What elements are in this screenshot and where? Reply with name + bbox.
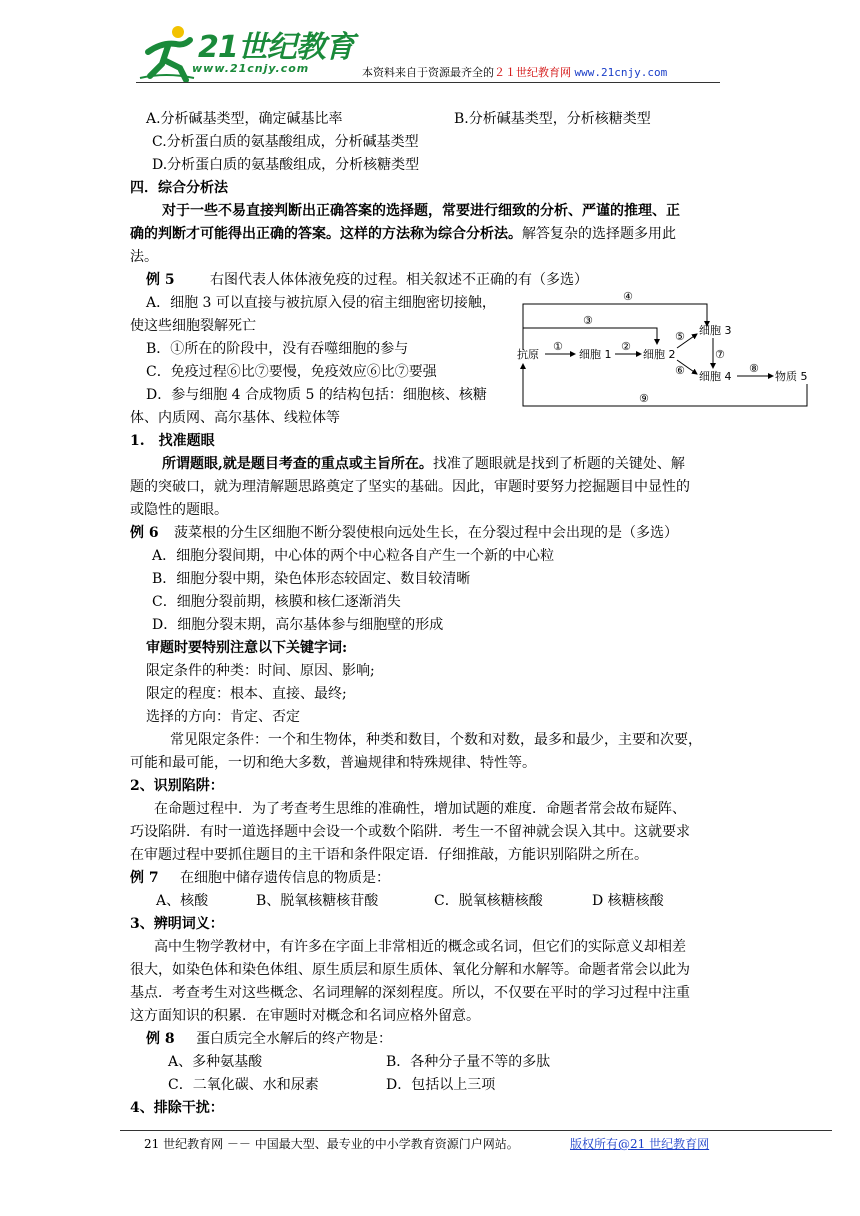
site-logo bbox=[136, 22, 354, 84]
example-7-option-d: D 核糖核酸 bbox=[592, 893, 664, 909]
prev-option-b: B.分析碱基类型，分析核糖类型 bbox=[454, 111, 651, 127]
example-8-option-b: B．各种分子量不等的多肽 bbox=[386, 1054, 551, 1070]
point-3-line-4: 这方面知识的积累．在审题时对概念和名词应格外留意。 bbox=[130, 1008, 480, 1024]
point-1-rest: 找准了题眼就是找到了析题的关键处、解 bbox=[432, 456, 685, 472]
diagram-step-3: ③ bbox=[583, 314, 593, 327]
point-4-heading: 4、排除干扰： bbox=[130, 1100, 224, 1116]
header-source-url[interactable]: www.21cnjy.com bbox=[574, 66, 668, 79]
keyword-line-3: 选择的方向：肯定、否定 bbox=[146, 709, 300, 725]
point-1-line-3: 或隐性的题眼。 bbox=[130, 502, 228, 518]
point-1-heading: 1. 找准题眼 bbox=[130, 433, 215, 449]
diagram-cell-1: 细胞 1 bbox=[579, 348, 612, 361]
prev-option-c: C.分析蛋白质的氨基酸组成，分析碱基类型 bbox=[152, 134, 419, 150]
point-3-line-3: 基点．考查考生对这些概念、名词理解的深刻程度。所以，不仅要在平时的学习过程中注重 bbox=[130, 985, 690, 1001]
example-7-stem: 在细胞中储存遗传信息的物质是： bbox=[180, 870, 390, 886]
example-6-option-c: C．细胞分裂前期，核膜和核仁逐渐消失 bbox=[152, 594, 401, 610]
example-6-option-a: A．细胞分裂间期，中心体的两个中心粒各自产生一个新的中心粒 bbox=[152, 548, 555, 564]
section-paragraph-end: 法。 bbox=[130, 249, 158, 265]
footer-divider bbox=[120, 1130, 832, 1131]
example-5-option-b: B．①所在的阶段中，没有吞噬细胞的参与 bbox=[146, 341, 409, 357]
example-5-stem: 右图代表人体体液免疫的过程。相关叙述不正确的有（多选） bbox=[210, 272, 588, 288]
section-paragraph-tail: 解答复杂的选择题多用此 bbox=[522, 226, 676, 242]
example-5-option-d: D．参与细胞 4 合成物质 5 的结构包括：细胞核、核糖 bbox=[146, 387, 487, 403]
example-8-option-c: C．二氧化碳、水和尿素 bbox=[168, 1077, 319, 1093]
keywords-heading: 审题时要特别注意以下关键字词: bbox=[146, 640, 348, 656]
point-2-heading: 2、识别陷阱： bbox=[130, 778, 224, 794]
diagram-step-2: ② bbox=[621, 340, 631, 353]
section-paragraph-bold-1: 对于一些不易直接判断出正确答案的选择题，常要进行细致的分析、严谨的推理、正 bbox=[162, 203, 680, 219]
point-3-heading: 3、辨明词义： bbox=[130, 916, 224, 932]
example-6-label: 例 6 bbox=[130, 525, 159, 541]
point-2-line-2: 巧设陷阱．有时一道选择题中会设一个或数个陷阱．考生一不留神就会误入其中。这就要求 bbox=[130, 824, 690, 840]
prev-option-a: A.分析碱基类型，确定碱基比率 bbox=[146, 111, 343, 127]
point-2-line-1: 在命题过程中．为了考查考生思维的准确性，增加试题的难度．命题者常会故布疑阵、 bbox=[154, 801, 686, 817]
example-7-option-c: C．脱氧核糖核酸 bbox=[434, 893, 543, 909]
example-5-option-c: C．免疫过程⑥比⑦要慢，免疫效应⑥比⑦要强 bbox=[146, 364, 437, 380]
example-7-option-a: A、核酸 bbox=[156, 893, 209, 909]
header-divider bbox=[136, 82, 720, 83]
keyword-line-2: 限定的程度：根本、直接、最终; bbox=[146, 686, 347, 702]
point-1-line-1 bbox=[162, 453, 685, 475]
section-paragraph-line-2 bbox=[130, 223, 676, 245]
example-5-option-a: A．细胞 3 可以直接与被抗原入侵的宿主细胞密切接触， bbox=[146, 295, 496, 311]
point-3-line-1: 高中生物学教材中，有许多在字面上非常相近的概念或名词，但它们的实际意义却相差 bbox=[154, 939, 686, 955]
common-conditions-line-1: 常见限定条件：一个和生物体，种类和数目，个数和对数，最多和最少，主要和次要， bbox=[170, 732, 702, 748]
example-6-option-d: D．细胞分裂末期，高尔基体参与细胞壁的形成 bbox=[152, 617, 444, 633]
common-conditions-line-2: 可能和最可能，一切和绝大多数，普遍规律和特殊规律、特性等。 bbox=[130, 755, 536, 771]
diagram-cell-2: 细胞 2 bbox=[643, 348, 676, 361]
diagram-substance-5: 物质 5 bbox=[775, 370, 808, 383]
example-7-option-b: B、脱氧核糖核苷酸 bbox=[256, 893, 379, 909]
point-3-line-2: 很大，如染色体和染色体组、原生质层和原生质体、氧化分解和水解等。命题者常会以此为 bbox=[130, 962, 690, 978]
header-source bbox=[362, 66, 667, 80]
footer-copyright-link[interactable]: 版权所有@21 世纪教育网 bbox=[570, 1137, 710, 1151]
logo-url: www.21cnjy.com bbox=[192, 62, 310, 75]
example-8-option-a: A、多种氨基酸 bbox=[168, 1054, 263, 1070]
diagram-step-4: ④ bbox=[623, 290, 633, 303]
example-5-label: 例 5 bbox=[146, 272, 175, 288]
section-heading: 四．综合分析法 bbox=[130, 180, 228, 196]
keyword-line-1: 限定条件的种类：时间、原因、影响; bbox=[146, 663, 375, 679]
section-paragraph-line-1 bbox=[162, 200, 680, 222]
example-8-option-d: D．包括以上三项 bbox=[386, 1077, 496, 1093]
footer-site-description: 21 世纪教育网 －－ 中国最大型、最专业的中小学教育资源门户网站。 bbox=[144, 1137, 519, 1151]
immune-process-diagram bbox=[517, 288, 839, 412]
example-5-option-d-cont: 体、内质网、高尔基体、线粒体等 bbox=[130, 410, 340, 426]
diagram-cell-3: 细胞 3 bbox=[699, 324, 732, 337]
header-source-prefix: 本资料来自于资源最齐全的 bbox=[362, 66, 494, 79]
diagram-step-5: ⑤ bbox=[675, 330, 685, 343]
prev-option-d: D.分析蛋白质的氨基酸组成，分析核糖类型 bbox=[152, 157, 420, 173]
example-8-label: 例 8 bbox=[146, 1031, 175, 1047]
point-1-bold: 所谓题眼,就是题目考查的重点或主旨所在。 bbox=[162, 456, 433, 472]
example-5-option-a-cont: 使这些细胞裂解死亡 bbox=[130, 318, 256, 334]
example-6-option-b: B．细胞分裂中期，染色体形态较固定、数目较清晰 bbox=[152, 571, 471, 587]
logo-text: 21世纪教育 bbox=[198, 30, 354, 65]
diagram-antigen: 抗原 bbox=[517, 348, 539, 361]
example-6-stem: 菠菜根的分生区细胞不断分裂使根向远处生长，在分裂过程中会出现的是（多选） bbox=[174, 525, 678, 541]
diagram-step-1: ① bbox=[553, 340, 563, 353]
diagram-step-7: ⑦ bbox=[715, 348, 725, 361]
diagram-step-8: ⑧ bbox=[749, 362, 759, 375]
example-7-label: 例 7 bbox=[130, 870, 159, 886]
diagram-step-6: ⑥ bbox=[675, 364, 685, 377]
diagram-step-9: ⑨ bbox=[639, 392, 649, 405]
point-1-line-2: 题的突破口，就为理清解题思路奠定了坚实的基础。因此，审题时要努力挖掘题目中显性的 bbox=[130, 479, 690, 495]
example-8-stem: 蛋白质完全水解后的终产物是： bbox=[196, 1031, 392, 1047]
diagram-cell-4: 细胞 4 bbox=[699, 370, 732, 383]
section-paragraph-bold-2: 确的判断才可能得出正确的答案。这样的方法称为综合分析法。 bbox=[130, 226, 522, 242]
point-2-line-3: 在审题过程中要抓住题目的主干语和条件限定语．仔细推敲，方能识别陷阱之所在。 bbox=[130, 847, 648, 863]
header-source-site[interactable]: ２１世纪教育网 bbox=[494, 66, 571, 79]
runner-icon bbox=[136, 22, 196, 84]
